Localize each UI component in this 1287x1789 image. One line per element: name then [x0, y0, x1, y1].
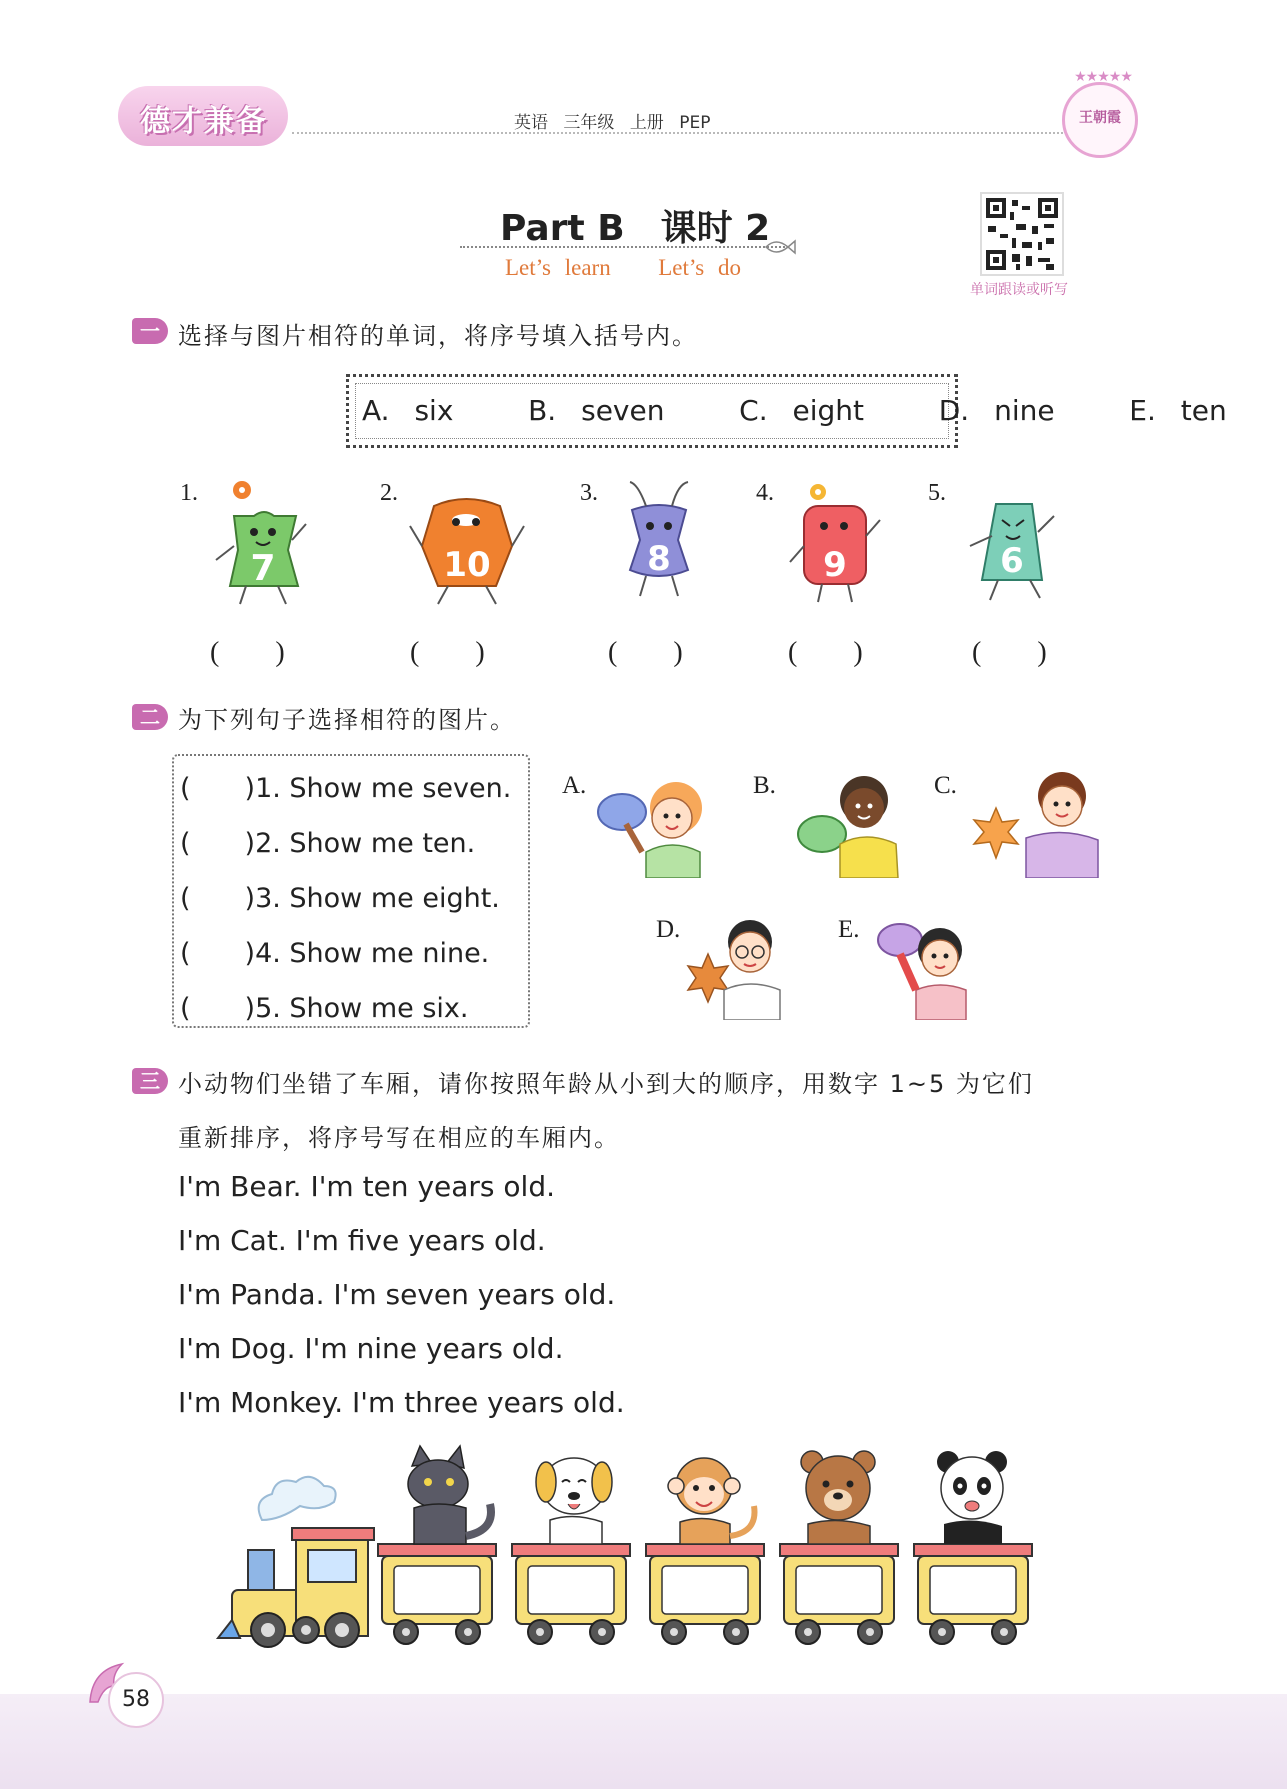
digit-label: 6: [1000, 541, 1024, 581]
subtitle: [505, 255, 741, 281]
qr-label: 单词跟读或听写: [970, 282, 1068, 298]
statement-bear: I'm Bear. I'm ten years old.: [178, 1170, 555, 1203]
section-2-instruction: 为下列句子选择相符的图片。: [178, 706, 516, 734]
fish-icon: [762, 236, 796, 258]
sentence-5[interactable]: ( )5. Show me six.: [180, 993, 469, 1024]
statement-dog: I'm Dog. I'm nine years old.: [178, 1332, 564, 1365]
train-car-5[interactable]: [914, 1544, 1032, 1644]
section-2-badge: 二: [132, 704, 168, 730]
section-1-badge: 一: [132, 318, 168, 344]
sentence-4[interactable]: ( )4. Show me nine.: [180, 938, 490, 969]
item-2-number: 2.: [380, 480, 398, 506]
answer-blank-2[interactable]: ( ): [410, 637, 485, 668]
picture-a-label: A.: [562, 772, 587, 799]
qr-code[interactable]: [980, 192, 1064, 276]
qr-code-icon: [986, 198, 1058, 270]
section-3-badge: 三: [132, 1068, 168, 1094]
monkey-icon: [668, 1458, 755, 1544]
bear-icon: [801, 1451, 875, 1544]
logo: 德才兼备: [140, 104, 268, 139]
picture-d-label: D.: [656, 916, 681, 943]
train-car-4[interactable]: [780, 1544, 898, 1644]
smoke-icon: [259, 1477, 336, 1520]
statement-monkey: I'm Monkey. I'm three years old.: [178, 1386, 625, 1419]
number-seven-character: [206, 476, 326, 610]
cat-icon: [408, 1446, 491, 1544]
number-nine-character: [780, 476, 890, 610]
grade: 三年级: [563, 113, 615, 133]
volume: 上册: [629, 113, 664, 133]
statement-panda: I'm Panda. I'm seven years old.: [178, 1278, 616, 1311]
brand-name: 王朝霞: [1079, 110, 1121, 126]
digit-label: 10: [443, 545, 491, 585]
book-info: [514, 108, 710, 133]
number-ten-character: [408, 486, 528, 610]
train-illustration: [210, 1440, 1060, 1650]
picture-a-girl: [596, 768, 726, 878]
picture-e-label: E.: [838, 916, 860, 943]
picture-b-boy: [796, 768, 916, 878]
footer-band: [0, 1694, 1287, 1789]
panda-icon: [937, 1451, 1007, 1544]
item-1-number: 1.: [180, 480, 198, 506]
subject: 英语: [514, 113, 548, 133]
section-1-instruction: 选择与图片相符的单词，将序号填入括号内。: [178, 322, 698, 350]
item-4-number: 4.: [756, 480, 774, 506]
train-car-1[interactable]: [378, 1544, 496, 1644]
item-5-number: 5.: [928, 480, 946, 506]
edition: PEP: [679, 113, 711, 133]
answer-blank-4[interactable]: ( ): [788, 637, 863, 668]
sentence-2[interactable]: ( )2. Show me ten.: [180, 828, 476, 859]
sentence-1[interactable]: ( )1. Show me seven.: [180, 773, 512, 804]
answer-blank-5[interactable]: ( ): [972, 637, 1047, 668]
section-3-instruction-line1: 小动物们坐错了车厢，请你按照年龄从小到大的顺序，用数字 1~5 为它们: [178, 1070, 1034, 1098]
picture-c-boy: [966, 768, 1106, 878]
sentence-3[interactable]: ( )3. Show me eight.: [180, 883, 500, 914]
item-3-number: 3.: [580, 480, 598, 506]
answer-blank-3[interactable]: ( ): [608, 637, 683, 668]
number-six-character: [954, 476, 1064, 610]
page-title: Part B 课时 2: [500, 208, 771, 249]
picture-e-girl: [874, 910, 984, 1020]
number-eight-character: [604, 476, 714, 610]
digit-label: 7: [250, 548, 276, 589]
digit-label: 8: [647, 539, 671, 579]
picture-b-label: B.: [753, 772, 776, 799]
picture-d-boy: [684, 910, 794, 1020]
subtitle-lets-do: Let’s do: [658, 255, 741, 280]
statement-cat: I'm Cat. I'm five years old.: [178, 1224, 546, 1257]
title-underline: [460, 246, 785, 248]
subtitle-lets-learn: Let’s learn: [505, 255, 611, 280]
stars-icon: ★★★★★: [1074, 69, 1132, 85]
digit-label: 9: [823, 545, 847, 585]
train-car-2[interactable]: [512, 1544, 630, 1644]
train-car-3[interactable]: [646, 1544, 764, 1644]
locomotive: [218, 1528, 374, 1647]
page-number: 58: [108, 1672, 164, 1728]
section-3-instruction-line2: 重新排序，将序号写在相应的车厢内。: [178, 1124, 620, 1152]
word-options: A. six B. seven C. eight D. nine E. ten: [362, 394, 1227, 427]
picture-c-label: C.: [934, 772, 957, 799]
answer-blank-1[interactable]: ( ): [210, 637, 285, 668]
dog-icon: [536, 1458, 612, 1544]
brand-badge: [1062, 69, 1138, 158]
